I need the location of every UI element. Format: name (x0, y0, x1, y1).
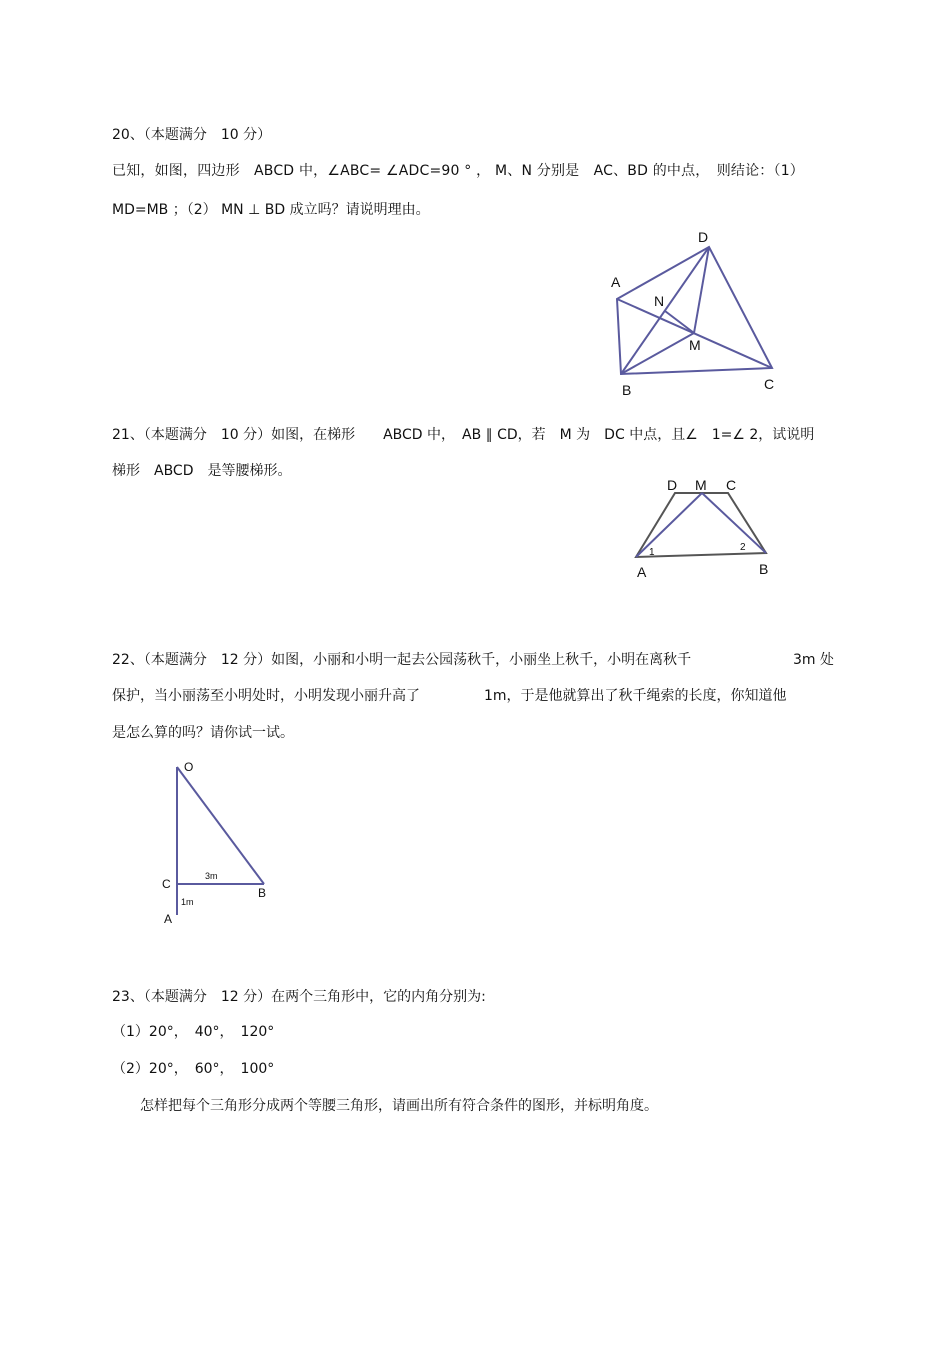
q20-label-n: N (654, 293, 665, 309)
q23-item-1: （1）20°， 40°， 120° (112, 1024, 275, 1040)
q20-segment-dm (694, 247, 709, 333)
q21-trapezoid-outline (636, 493, 766, 557)
q20-title: 20、（本题满分 10 分） (112, 127, 272, 143)
q20-label-m: M (689, 337, 701, 353)
q22-swing-figure (155, 755, 285, 935)
q20-text-line2: MD=MB ；（2） MN ⊥ BD 成立吗？请说明理由。 (112, 202, 430, 218)
q23-item-2: （2）20°， 60°， 100° (112, 1061, 275, 1077)
q22-rope-ob (177, 767, 264, 884)
q22-label-1m: 1m (181, 897, 194, 907)
q23-title: 23、（本题满分 12 分）在两个三角形中，它的内角分别为: (112, 989, 486, 1005)
q21-label-d: D (667, 477, 678, 493)
q21-label-a: A (637, 564, 647, 580)
q21-label-angle1: 1 (649, 547, 655, 558)
q20-label-d: D (698, 229, 709, 245)
q20-text-line1: 已知，如图，四边形 ABCD 中，∠ABC= ∠ADC=90 ° ， M、N 分别是 AC、BD 的中点， 则结论：（1） (112, 163, 805, 179)
q20-diagonal-bd (621, 247, 709, 374)
q22-label-a: A (164, 912, 173, 926)
q22-text-line1-end: 3m 处 (793, 652, 834, 668)
q20-label-a: A (611, 274, 621, 290)
q22-text-line2: 保护，当小丽荡至小明处时，小明发现小丽升高了 (112, 688, 420, 704)
q22-label-c: C (162, 877, 171, 891)
q21-label-angle2: 2 (740, 542, 746, 553)
q20-segment-bm (621, 333, 694, 374)
q21-label-c: C (726, 477, 737, 493)
q22-text-line2-end: 1m，于是他就算出了秋千绳索的长度，你知道他 (484, 688, 787, 704)
q22-text-line1: 22、（本题满分 12 分）如图，小丽和小明一起去公园荡秋千，小丽坐上秋千，小明在离秋千 (112, 652, 692, 668)
q23-instruction: 怎样把每个三角形分成两个等腰三角形，请画出所有符合条件的图形，并标明角度。 (140, 1098, 658, 1114)
q20-label-b: B (622, 382, 632, 398)
q21-label-m: M (695, 477, 707, 493)
q20-diagonal-ac (617, 299, 772, 368)
q22-label-3m: 3m (205, 871, 218, 881)
q22-text-line3: 是怎么算的吗？请你试一试。 (112, 725, 294, 741)
q22-label-b: B (258, 886, 267, 900)
q21-text-line1: 21、（本题满分 10 分）如图，在梯形 ABCD 中， AB ∥ CD，若 M 为 DC 中点，且∠ 1=∠ 2，试说明 (112, 427, 815, 443)
q21-text-line2: 梯形 ABCD 是等腰梯形。 (112, 463, 292, 479)
q20-label-c: C (764, 376, 775, 392)
q21-trapezoid-figure (625, 475, 785, 585)
q20-quadrilateral-figure (600, 225, 790, 400)
q21-label-b: B (759, 561, 769, 577)
q20-quad-outline (617, 247, 772, 374)
q22-label-o: O (184, 760, 194, 774)
